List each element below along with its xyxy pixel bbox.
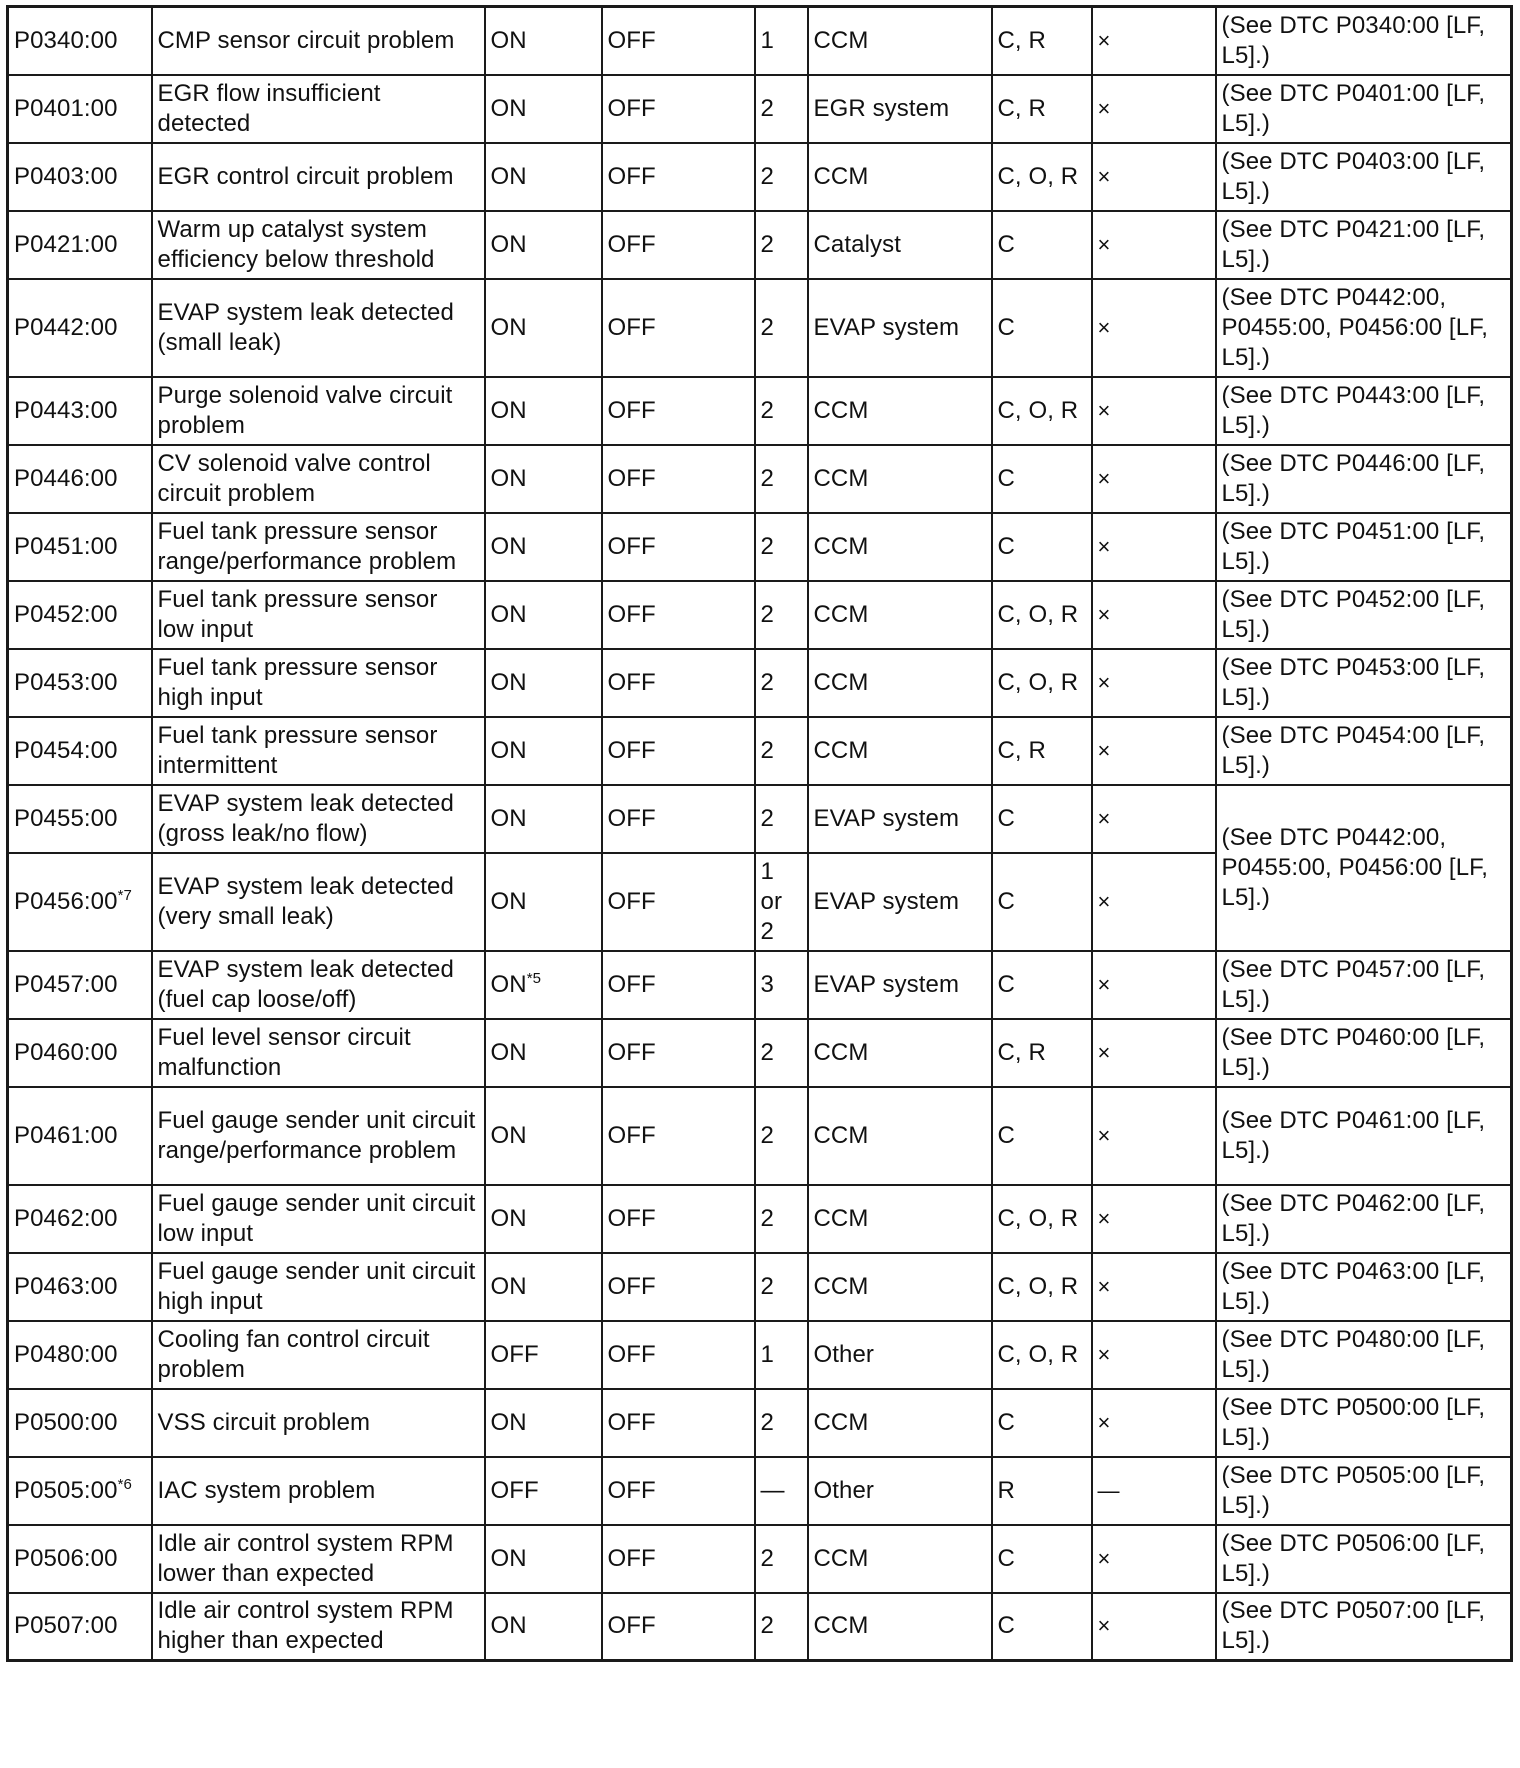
table-row	[8, 785, 1512, 853]
dtc-code: P0453:00	[8, 649, 152, 717]
dtc-type: C, R	[992, 1019, 1092, 1087]
dtc-code: P0454:00	[8, 717, 152, 785]
dtc-code: P0403:00	[8, 143, 152, 211]
memory-function: OFF	[602, 143, 755, 211]
page-reference: (See DTC P0506:00 [LF, L5].)	[1216, 1525, 1512, 1593]
page-reference: (See DTC P0403:00 [LF, L5].)	[1216, 143, 1512, 211]
memory-function: OFF	[602, 7, 755, 75]
table-row	[8, 1389, 1512, 1457]
memory-function: OFF	[602, 951, 755, 1019]
condition: EGR flow insufficient detected	[152, 75, 485, 143]
dtc-type: C	[992, 1087, 1092, 1185]
drive-cycle: 3	[755, 951, 808, 1019]
condition: EGR control circuit problem	[152, 143, 485, 211]
dtc-code: P0451:00	[8, 513, 152, 581]
dtc-type: C	[992, 951, 1092, 1019]
page-reference: (See DTC P0443:00 [LF, L5].)	[1216, 377, 1512, 445]
monitor-item: EVAP system	[808, 279, 992, 377]
monitor-item: CCM	[808, 1087, 992, 1185]
dtc-type: C	[992, 1389, 1092, 1457]
table-row	[8, 649, 1512, 717]
mil: ON	[485, 143, 602, 211]
dtc-type: C	[992, 853, 1092, 951]
drive-cycle: 2	[755, 377, 808, 445]
memory-function: OFF	[602, 1087, 755, 1185]
self-test-type: ×	[1092, 1389, 1216, 1457]
memory-function: OFF	[602, 785, 755, 853]
monitor-item: CCM	[808, 7, 992, 75]
page-reference: (See DTC P0451:00 [LF, L5].)	[1216, 513, 1512, 581]
dtc-code: P0446:00	[8, 445, 152, 513]
memory-function: OFF	[602, 75, 755, 143]
table-row	[8, 1457, 1512, 1525]
page-reference: (See DTC P0446:00 [LF, L5].)	[1216, 445, 1512, 513]
mil: ON	[485, 1593, 602, 1661]
mil: ON$^{*5}$	[485, 951, 602, 1019]
memory-function: OFF	[602, 1253, 755, 1321]
self-test-type: ×	[1092, 1087, 1216, 1185]
mil: ON	[485, 1525, 602, 1593]
mil: OFF	[485, 1321, 602, 1389]
mil: ON	[485, 279, 602, 377]
memory-function: OFF	[602, 1389, 755, 1457]
dtc-code: P0505:00$^{*6}$	[8, 1457, 152, 1525]
condition: CMP sensor circuit problem	[152, 7, 485, 75]
self-test-type: ×	[1092, 581, 1216, 649]
condition: Warm up catalyst system efficiency below threshold	[152, 211, 485, 279]
dtc-type: C, R	[992, 75, 1092, 143]
condition: Idle air control system RPM higher than expected	[152, 1593, 485, 1661]
monitor-item: EVAP system	[808, 785, 992, 853]
table-row	[8, 717, 1512, 785]
mil: ON	[485, 377, 602, 445]
condition: EVAP system leak detected (small leak)	[152, 279, 485, 377]
monitor-item: CCM	[808, 445, 992, 513]
mil: ON	[485, 1389, 602, 1457]
dtc-type: C	[992, 445, 1092, 513]
monitor-item: CCM	[808, 1389, 992, 1457]
table-row	[8, 377, 1512, 445]
mil: ON	[485, 649, 602, 717]
dtc-table	[6, 5, 1513, 1662]
dtc-type: C	[992, 513, 1092, 581]
condition: Fuel tank pressure sensor range/performance problem	[152, 513, 485, 581]
monitor-item: EVAP system	[808, 951, 992, 1019]
condition: Fuel tank pressure sensor high input	[152, 649, 485, 717]
self-test-type: ×	[1092, 445, 1216, 513]
self-test-type: ×	[1092, 1525, 1216, 1593]
dtc-code: P0500:00	[8, 1389, 152, 1457]
self-test-type: ×	[1092, 143, 1216, 211]
table-row	[8, 7, 1512, 75]
memory-function: OFF	[602, 377, 755, 445]
monitor-item: CCM	[808, 1525, 992, 1593]
page-reference: (See DTC P0454:00 [LF, L5].)	[1216, 717, 1512, 785]
mil: ON	[485, 785, 602, 853]
table-row	[8, 1087, 1512, 1185]
dtc-code: P0340:00	[8, 7, 152, 75]
dtc-type: C, O, R	[992, 649, 1092, 717]
self-test-type: ×	[1092, 1321, 1216, 1389]
memory-function: OFF	[602, 1593, 755, 1661]
table-row	[8, 1185, 1512, 1253]
page-reference: (See DTC P0452:00 [LF, L5].)	[1216, 581, 1512, 649]
drive-cycle: 2	[755, 75, 808, 143]
mil: ON	[485, 1253, 602, 1321]
self-test-type: ×	[1092, 1253, 1216, 1321]
page-reference: (See DTC P0421:00 [LF, L5].)	[1216, 211, 1512, 279]
monitor-item: CCM	[808, 1185, 992, 1253]
condition: Cooling fan control circuit problem	[152, 1321, 485, 1389]
monitor-item: EGR system	[808, 75, 992, 143]
table-row	[8, 75, 1512, 143]
dtc-code: P0460:00	[8, 1019, 152, 1087]
mil: OFF	[485, 1457, 602, 1525]
condition: EVAP system leak detected (fuel cap loose/off)	[152, 951, 485, 1019]
mil: ON	[485, 211, 602, 279]
memory-function: OFF	[602, 1019, 755, 1087]
monitor-item: Other	[808, 1457, 992, 1525]
self-test-type: ×	[1092, 951, 1216, 1019]
dtc-type: R	[992, 1457, 1092, 1525]
monitor-item: CCM	[808, 1593, 992, 1661]
condition: Fuel gauge sender unit circuit low input	[152, 1185, 485, 1253]
table-row	[8, 1321, 1512, 1389]
condition: EVAP system leak detected (gross leak/no flow)	[152, 785, 485, 853]
page-reference: (See DTC P0453:00 [LF, L5].)	[1216, 649, 1512, 717]
dtc-code: P0401:00	[8, 75, 152, 143]
self-test-type: ×	[1092, 853, 1216, 951]
memory-function: OFF	[602, 649, 755, 717]
dtc-type: C	[992, 211, 1092, 279]
monitor-item: Other	[808, 1321, 992, 1389]
dtc-type: C, O, R	[992, 143, 1092, 211]
condition: VSS circuit problem	[152, 1389, 485, 1457]
dtc-type: C, O, R	[992, 1321, 1092, 1389]
table-row	[8, 1593, 1512, 1661]
condition: Fuel tank pressure sensor intermittent	[152, 717, 485, 785]
condition: EVAP system leak detected (very small leak)	[152, 853, 485, 951]
monitor-item: CCM	[808, 377, 992, 445]
drive-cycle: 2	[755, 1253, 808, 1321]
table-row	[8, 445, 1512, 513]
mil: ON	[485, 1087, 602, 1185]
mil: ON	[485, 75, 602, 143]
memory-function: OFF	[602, 853, 755, 951]
mil: ON	[485, 1185, 602, 1253]
mil: ON	[485, 581, 602, 649]
drive-cycle: 2	[755, 1593, 808, 1661]
self-test-type: ×	[1092, 1019, 1216, 1087]
drive-cycle: 2	[755, 1019, 808, 1087]
table-row	[8, 581, 1512, 649]
dtc-code: P0442:00	[8, 279, 152, 377]
memory-function: OFF	[602, 717, 755, 785]
self-test-type: ×	[1092, 75, 1216, 143]
memory-function: OFF	[602, 581, 755, 649]
condition: IAC system problem	[152, 1457, 485, 1525]
dtc-code: P0455:00	[8, 785, 152, 853]
page-reference: (See DTC P0462:00 [LF, L5].)	[1216, 1185, 1512, 1253]
mil: ON	[485, 717, 602, 785]
page-reference: (See DTC P0480:00 [LF, L5].)	[1216, 1321, 1512, 1389]
drive-cycle: 2	[755, 581, 808, 649]
page-reference: (See DTC P0461:00 [LF, L5].)	[1216, 1087, 1512, 1185]
self-test-type: ×	[1092, 649, 1216, 717]
page-reference: (See DTC P0500:00 [LF, L5].)	[1216, 1389, 1512, 1457]
monitor-item: CCM	[808, 143, 992, 211]
mil: ON	[485, 513, 602, 581]
drive-cycle: 2	[755, 649, 808, 717]
table-row	[8, 1253, 1512, 1321]
dtc-code: P0421:00	[8, 211, 152, 279]
dtc-type: C, R	[992, 7, 1092, 75]
self-test-type: ×	[1092, 377, 1216, 445]
dtc-code: P0443:00	[8, 377, 152, 445]
memory-function: OFF	[602, 1457, 755, 1525]
page-reference: (See DTC P0457:00 [LF, L5].)	[1216, 951, 1512, 1019]
condition: Fuel tank pressure sensor low input	[152, 581, 485, 649]
page-reference: (See DTC P0442:00, P0455:00, P0456:00 [LF, L5].)	[1216, 785, 1512, 951]
mil: ON	[485, 1019, 602, 1087]
dtc-code: P0457:00	[8, 951, 152, 1019]
page-reference: (See DTC P0460:00 [LF, L5].)	[1216, 1019, 1512, 1087]
drive-cycle: 2	[755, 445, 808, 513]
memory-function: OFF	[602, 211, 755, 279]
drive-cycle: 2	[755, 717, 808, 785]
self-test-type: —	[1092, 1457, 1216, 1525]
condition: Idle air control system RPM lower than expected	[152, 1525, 485, 1593]
drive-cycle: 2	[755, 279, 808, 377]
self-test-type: ×	[1092, 7, 1216, 75]
monitor-item: CCM	[808, 717, 992, 785]
dtc-code: P0452:00	[8, 581, 152, 649]
memory-function: OFF	[602, 1185, 755, 1253]
page-reference: (See DTC P0340:00 [LF, L5].)	[1216, 7, 1512, 75]
drive-cycle: 2	[755, 1389, 808, 1457]
drive-cycle: 1 or 2	[755, 853, 808, 951]
memory-function: OFF	[602, 1525, 755, 1593]
drive-cycle: 2	[755, 1185, 808, 1253]
condition: Purge solenoid valve circuit problem	[152, 377, 485, 445]
table-row	[8, 279, 1512, 377]
dtc-type: C, O, R	[992, 377, 1092, 445]
memory-function: OFF	[602, 513, 755, 581]
condition: Fuel level sensor circuit malfunction	[152, 1019, 485, 1087]
page-reference: (See DTC P0401:00 [LF, L5].)	[1216, 75, 1512, 143]
table-row	[8, 143, 1512, 211]
table-row	[8, 513, 1512, 581]
drive-cycle: 2	[755, 513, 808, 581]
monitor-item: CCM	[808, 1253, 992, 1321]
dtc-type: C, R	[992, 717, 1092, 785]
footnote-mark: *7	[117, 886, 132, 904]
table-row	[8, 211, 1512, 279]
drive-cycle: 2	[755, 1525, 808, 1593]
self-test-type: ×	[1092, 1185, 1216, 1253]
mil: ON	[485, 853, 602, 951]
condition: Fuel gauge sender unit circuit range/performance problem	[152, 1087, 485, 1185]
dtc-type: C, O, R	[992, 1253, 1092, 1321]
self-test-type: ×	[1092, 279, 1216, 377]
table-row	[8, 1525, 1512, 1593]
mil: ON	[485, 7, 602, 75]
dtc-code: P0463:00	[8, 1253, 152, 1321]
footnote-mark: *6	[117, 1475, 132, 1493]
footnote-mark: *5	[526, 969, 542, 987]
dtc-code: P0461:00	[8, 1087, 152, 1185]
table-row	[8, 951, 1512, 1019]
self-test-type: ×	[1092, 785, 1216, 853]
self-test-type: ×	[1092, 211, 1216, 279]
page-reference: (See DTC P0507:00 [LF, L5].)	[1216, 1593, 1512, 1661]
dtc-code: P0506:00	[8, 1525, 152, 1593]
dtc-type: C	[992, 1525, 1092, 1593]
dtc-code: P0480:00	[8, 1321, 152, 1389]
dtc-code: P0462:00	[8, 1185, 152, 1253]
condition: Fuel gauge sender unit circuit high input	[152, 1253, 485, 1321]
page-reference: (See DTC P0442:00, P0455:00, P0456:00 [LF, L5].)	[1216, 279, 1512, 377]
page-reference: (See DTC P0463:00 [LF, L5].)	[1216, 1253, 1512, 1321]
self-test-type: ×	[1092, 1593, 1216, 1661]
drive-cycle: —	[755, 1457, 808, 1525]
monitor-item: Catalyst	[808, 211, 992, 279]
drive-cycle: 2	[755, 143, 808, 211]
self-test-type: ×	[1092, 513, 1216, 581]
table-row	[8, 1019, 1512, 1087]
monitor-item: CCM	[808, 649, 992, 717]
page-reference: (See DTC P0505:00 [LF, L5].)	[1216, 1457, 1512, 1525]
memory-function: OFF	[602, 1321, 755, 1389]
dtc-type: C	[992, 785, 1092, 853]
drive-cycle: 1	[755, 1321, 808, 1389]
monitor-item: CCM	[808, 1019, 992, 1087]
drive-cycle: 2	[755, 1087, 808, 1185]
condition: CV solenoid valve control circuit problem	[152, 445, 485, 513]
self-test-type: ×	[1092, 717, 1216, 785]
dtc-code: P0507:00	[8, 1593, 152, 1661]
monitor-item: CCM	[808, 513, 992, 581]
monitor-item: EVAP system	[808, 853, 992, 951]
memory-function: OFF	[602, 445, 755, 513]
drive-cycle: 2	[755, 211, 808, 279]
dtc-type: C	[992, 1593, 1092, 1661]
memory-function: OFF	[602, 279, 755, 377]
mil: ON	[485, 445, 602, 513]
drive-cycle: 2	[755, 785, 808, 853]
drive-cycle: 1	[755, 7, 808, 75]
dtc-type: C, O, R	[992, 581, 1092, 649]
dtc-code: P0456:00$^{*7}$	[8, 853, 152, 951]
dtc-type: C	[992, 279, 1092, 377]
dtc-type: C, O, R	[992, 1185, 1092, 1253]
monitor-item: CCM	[808, 581, 992, 649]
